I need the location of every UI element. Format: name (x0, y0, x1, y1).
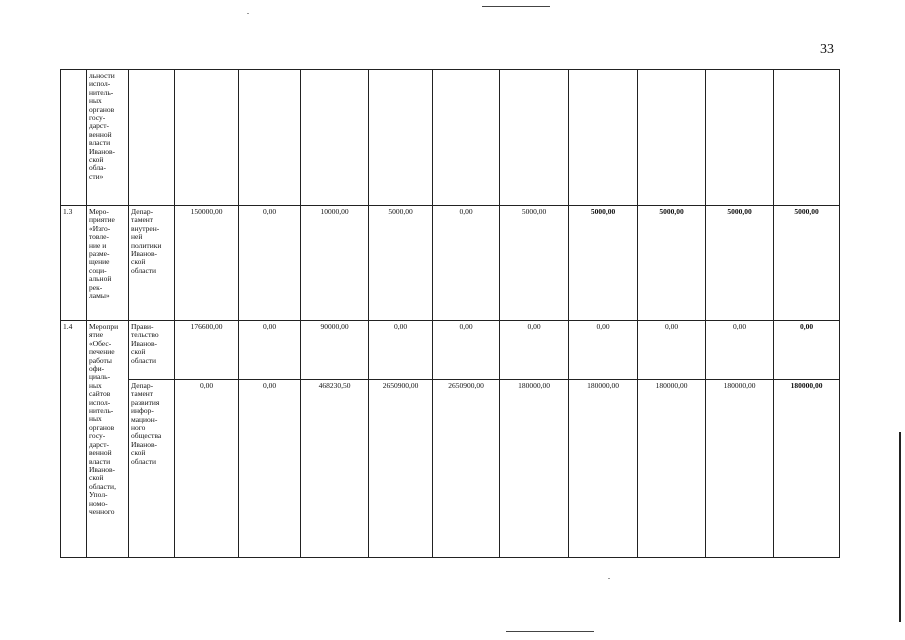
page-edge-mark (899, 432, 901, 622)
table-cell: 0,00 (239, 380, 301, 558)
activity-name: Меро- приятие «Изго- товле- ние и разме- щение соци- альной рек- ламы» (87, 206, 129, 321)
table-cell (706, 70, 774, 206)
table-cell: 5000,00 (369, 206, 433, 321)
table-cell: 180000,00 (500, 380, 569, 558)
table-row (61, 380, 840, 558)
scan-speck (247, 13, 249, 14)
table-cell: 0,00 (433, 321, 500, 380)
table-cell: 5000,00 (638, 206, 706, 321)
table-cell: 5000,00 (569, 206, 638, 321)
table-cell: 0,00 (500, 321, 569, 380)
table-cell: 0,00 (638, 321, 706, 380)
activity-name: Меропри ятие «Обес- печение работы офи- циаль- ных сайтов испол- нитель- ных органов госу- дарст- венной власти Иванов- ской области, Упол- номо- ченного (87, 321, 129, 558)
table-cell: 0,00 (774, 321, 840, 380)
table-cell: 10000,00 (301, 206, 369, 321)
table-row (61, 206, 840, 321)
table-cell: 0,00 (433, 206, 500, 321)
page-number: 33 (820, 42, 834, 57)
budget-table (60, 69, 840, 558)
table-cell: 176600,00 (175, 321, 239, 380)
table-cell: 2650900,00 (433, 380, 500, 558)
table-cell: 0,00 (239, 206, 301, 321)
table-cell (369, 70, 433, 206)
table-row (61, 321, 840, 380)
row-index: 1.4 (61, 321, 87, 558)
table-cell: 0,00 (369, 321, 433, 380)
table-cell: 0,00 (175, 380, 239, 558)
bottom-scan-line (506, 631, 594, 632)
executor-name: Депар- тамент внутрен- ней политики Иванов- ской области (129, 206, 175, 321)
table-cell: 90000,00 (301, 321, 369, 380)
executor-name (129, 70, 175, 206)
table-cell (175, 70, 239, 206)
table-cell (569, 70, 638, 206)
table-cell: 0,00 (239, 321, 301, 380)
table-cell (500, 70, 569, 206)
top-scan-line (482, 6, 550, 7)
table-cell: 5000,00 (774, 206, 840, 321)
table-cell (301, 70, 369, 206)
row-index (61, 70, 87, 206)
table-cell: 5000,00 (500, 206, 569, 321)
table-cell: 5000,00 (706, 206, 774, 321)
table-cell: 150000,00 (175, 206, 239, 321)
executor-name: Прави- тельство Иванов- ской области (129, 321, 175, 380)
table-cell: 468230,50 (301, 380, 369, 558)
table-row (61, 70, 840, 206)
scan-speck (608, 578, 610, 579)
executor-name: Депар- тамент развития инфор- мацион- ного общества Иванов- ской области (129, 380, 175, 558)
table-cell: 180000,00 (774, 380, 840, 558)
row-index: 1.3 (61, 206, 87, 321)
table-cell (433, 70, 500, 206)
table-cell: 0,00 (706, 321, 774, 380)
table-cell (638, 70, 706, 206)
table-cell: 180000,00 (569, 380, 638, 558)
activity-name: льности испол- нитель- ных органов госу- дарст- венной власти Иванов- ской обла- сти» (87, 70, 129, 206)
table-cell: 2650900,00 (369, 380, 433, 558)
table-cell (774, 70, 840, 206)
table-cell: 0,00 (569, 321, 638, 380)
table-cell: 180000,00 (706, 380, 774, 558)
table-cell (239, 70, 301, 206)
table-cell: 180000,00 (638, 380, 706, 558)
